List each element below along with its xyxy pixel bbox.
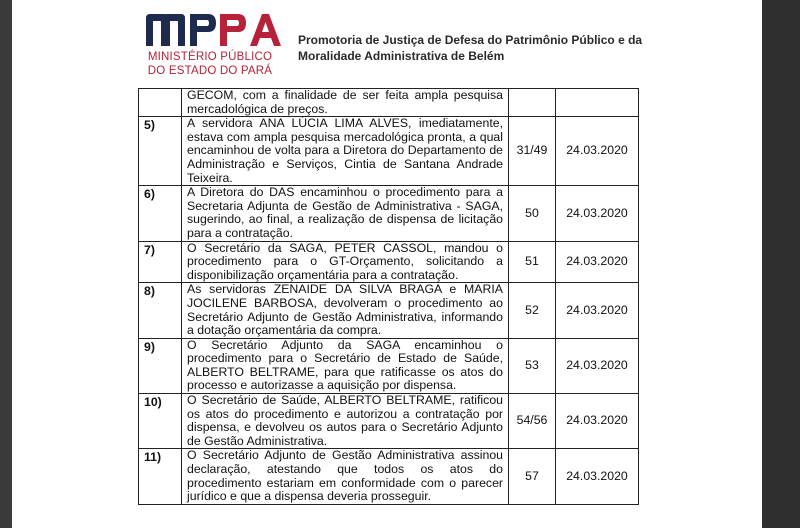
table-row [139, 186, 639, 241]
logo-text-line1: MINISTÉRIO PÚBLICO [147, 51, 273, 63]
row-date: 24.03.2020 [556, 186, 639, 241]
row-description: O Secretário Adjunto de Gestão Administrativa assinou declaração, atestando que todos os atos do procedimento estariam em conformidade com o parecer jurídico e que a dispensa deveria prosseguir. [182, 449, 509, 504]
table-row [139, 89, 639, 117]
mppa-logo-mark [142, 10, 282, 50]
row-number: 7) [139, 241, 182, 283]
row-pages: 31/49 [509, 117, 556, 186]
row-date: 24.03.2020 [556, 283, 639, 338]
row-number: 5) [139, 117, 182, 186]
mppa-logo [142, 10, 282, 78]
table-row [139, 449, 639, 504]
row-pages: 53 [509, 338, 556, 393]
row-pages: 57 [509, 449, 556, 504]
procedure-table [138, 88, 639, 505]
row-date: 24.03.2020 [556, 241, 639, 283]
row-number [139, 89, 182, 117]
row-number: 8) [139, 283, 182, 338]
row-date: 24.03.2020 [556, 338, 639, 393]
table-row [139, 394, 639, 449]
viewer-right-margin [762, 0, 800, 528]
row-description: O Secretário Adjunto da SAGA encaminhou o procedimento para o Secretário de Estado de Saúde, ALBERTO BELTRAME, para que ratificasse os atos do processo e autorizasse a aquisição por dispensa. [182, 338, 509, 393]
row-date [556, 89, 639, 117]
table-row [139, 117, 639, 186]
row-date: 24.03.2020 [556, 117, 639, 186]
table-row [139, 283, 639, 338]
row-description: As servidoras ZENAIDE DA SILVA BRAGA e MARIA JOCILENE BARBOSA, devolveram o procedimento ao Secretário Adjunto de Gestão Administrativa, informando a dotação orçamentária da compra. [182, 283, 509, 338]
row-description: O Secretário da SAGA, PETER CASSOL, mandou o procedimento para o GT-Orçamento, solicitando a disponibilização orçamentária para a contratação. [182, 241, 509, 283]
row-pages: 50 [509, 186, 556, 241]
row-pages: 52 [509, 283, 556, 338]
row-number: 10) [139, 394, 182, 449]
row-description: A Diretora do DAS encaminhou o procedimento para a Secretaria Adjunta de Gestão de Administrativa - SAGA, sugerindo, ao final, a realização de dispensa de licitação para a contratação. [182, 186, 509, 241]
row-number: 6) [139, 186, 182, 241]
logo-text-line2: DO ESTADO DO PARÁ [147, 65, 273, 77]
row-pages: 51 [509, 241, 556, 283]
row-number: 9) [139, 338, 182, 393]
row-description: O Secretário de Saúde, ALBERTO BELTRAME, ratificou os atos do procedimento e autorizou a contratação por dispensa, e devolveu os autos para o Secretário Adjunto de Gestão Administrativa. [182, 394, 509, 449]
header-title [298, 32, 658, 64]
row-number: 11) [139, 449, 182, 504]
row-pages [509, 89, 556, 117]
row-date: 24.03.2020 [556, 449, 639, 504]
header-title-line1: Promotoria de Justiça de Defesa do Patrimônio Público e da [298, 33, 643, 47]
table-row [139, 241, 639, 283]
row-pages: 54/56 [509, 394, 556, 449]
row-date: 24.03.2020 [556, 394, 639, 449]
viewer-left-margin [0, 0, 12, 528]
table-row [139, 338, 639, 393]
document-page [12, 0, 762, 528]
row-description: A servidora ANA LÚCIA LIMA ALVES, imediatamente, estava com ampla pesquisa mercadológica pronta, a qual encaminhou de volta para a Diretora do Departamento de Administração e Serviços, Cintia de Santana Andrade Teixeira. [182, 117, 509, 186]
row-description: GECOM, com a finalidade de ser feita ampla pesquisa mercadológica de preços. [182, 89, 509, 117]
header-title-line2: Moralidade Administrativa de Belém [298, 49, 505, 63]
